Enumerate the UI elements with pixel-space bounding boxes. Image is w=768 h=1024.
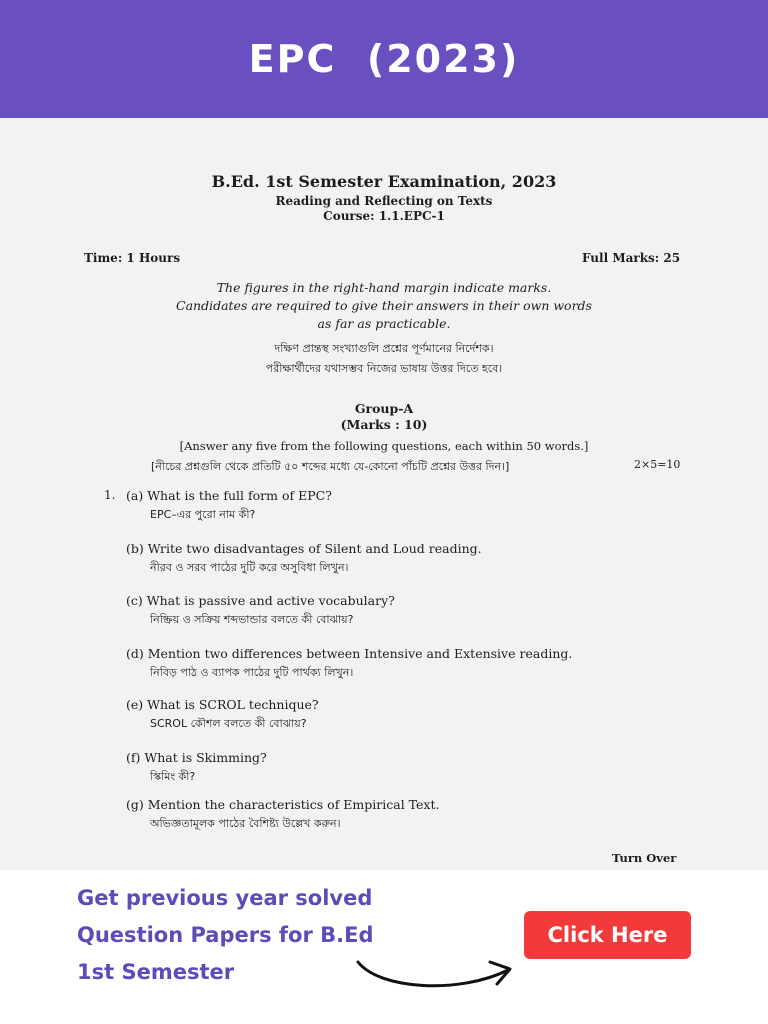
score-formula: 2×5=10 <box>634 458 681 471</box>
question-text: Mention two differences between Intensive and Extensive reading. <box>147 646 573 661</box>
question-label: (d) <box>126 646 144 661</box>
question-text: What is the full form of EPC? <box>147 488 332 503</box>
question-bn: নীরব ও সরব পাঠের দুটি করে অসুবিধা লিখুন। <box>150 561 349 574</box>
turn-over-note: Turn Over <box>612 851 677 865</box>
course-code: Course: 1.1.EPC-1 <box>323 209 445 223</box>
question-label: (b) <box>126 541 144 556</box>
question-en <box>126 750 267 765</box>
question-en <box>126 488 332 503</box>
promo-line: Question Papers for B.Ed <box>77 923 374 947</box>
question-en <box>126 593 395 608</box>
question-en <box>126 646 572 661</box>
question-item <box>126 541 482 578</box>
question-label: (c) <box>126 593 143 608</box>
curved-arrow-icon <box>350 950 520 1000</box>
question-en <box>126 797 439 812</box>
question-text: What is SCROL technique? <box>147 697 319 712</box>
question-item <box>126 797 439 834</box>
question-en <box>126 541 482 556</box>
question-text: Mention the characteristics of Empirical Text. <box>147 797 440 812</box>
question-bn: স্কিমিং কী? <box>150 770 196 783</box>
subject-title: Reading and Reflecting on Texts <box>275 194 493 208</box>
question-label: (f) <box>126 750 141 765</box>
question-en <box>126 697 319 712</box>
question-bn: নিষ্ক্রিয় ও সক্রিয় শব্দভান্ডার বলতে কী বোঝায়? <box>150 613 354 626</box>
question-number: 1. <box>104 488 116 502</box>
exam-time: Time: 1 Hours <box>84 251 181 265</box>
question-bn: EPC–এর পুরো নাম কী? <box>150 508 256 521</box>
question-label: (e) <box>126 697 144 712</box>
promo-line: Get previous year solved <box>77 886 373 910</box>
exam-title: B.Ed. 1st Semester Examination, 2023 <box>211 172 557 191</box>
question-item <box>126 697 319 734</box>
question-item <box>126 593 395 630</box>
full-marks: Full Marks: 25 <box>582 251 681 265</box>
instruction-line: Candidates are required to give their answers in their own words <box>176 298 592 313</box>
group-marks: (Marks : 10) <box>340 417 428 432</box>
instruction-line-bn: পরীক্ষার্থীদের যথাসম্ভব নিজের ভাষায় উত্তর দিতে হবে। <box>265 362 503 375</box>
question-text: What is Skimming? <box>144 750 267 765</box>
promo-line: 1st Semester <box>77 960 235 984</box>
question-label: (a) <box>126 488 144 503</box>
question-item <box>126 646 572 683</box>
question-label: (g) <box>126 797 144 812</box>
question-bn: নিবিড় পাঠ ও ব্যাপক পাঠের দুটি পার্থক্য লিখুন। <box>150 666 354 679</box>
instruction-line: as far as practicable. <box>317 316 451 331</box>
instruction-line: The figures in the right-hand margin indicate marks. <box>216 280 552 295</box>
question-bn: অভিজ্ঞতামূলক পাঠের বৈশিষ্ট্য উল্লেখ করুন। <box>150 817 341 830</box>
question-item <box>126 488 332 525</box>
group-instruction-bn: [নীচের প্রশ্নগুলি থেকে প্রতিটি ৫০ শব্দের মধ্যে যে-কোনো পাঁচটি প্রশ্নের উত্তর দিন।] <box>151 460 510 473</box>
banner-title: EPC (2023) <box>248 37 520 81</box>
question-item <box>126 750 267 787</box>
click-here-button[interactable]: Click Here <box>524 911 691 959</box>
group-title: Group-A <box>354 401 414 416</box>
instruction-line-bn: দক্ষিণ প্রান্তস্থ সংখ্যাগুলি প্রশ্নের পূর্ণমানের নির্দেশক। <box>274 342 494 355</box>
question-text: What is passive and active vocabulary? <box>146 593 395 608</box>
question-paper-scan <box>0 118 768 870</box>
group-instruction: [Answer any five from the following questions, each within 50 words.] <box>179 439 589 453</box>
promo-text <box>77 880 374 991</box>
header-banner <box>0 0 768 118</box>
question-bn: SCROL কৌশল বলতে কী বোঝায়? <box>150 717 307 730</box>
question-text: Write two disadvantages of Silent and Loud reading. <box>147 541 482 556</box>
